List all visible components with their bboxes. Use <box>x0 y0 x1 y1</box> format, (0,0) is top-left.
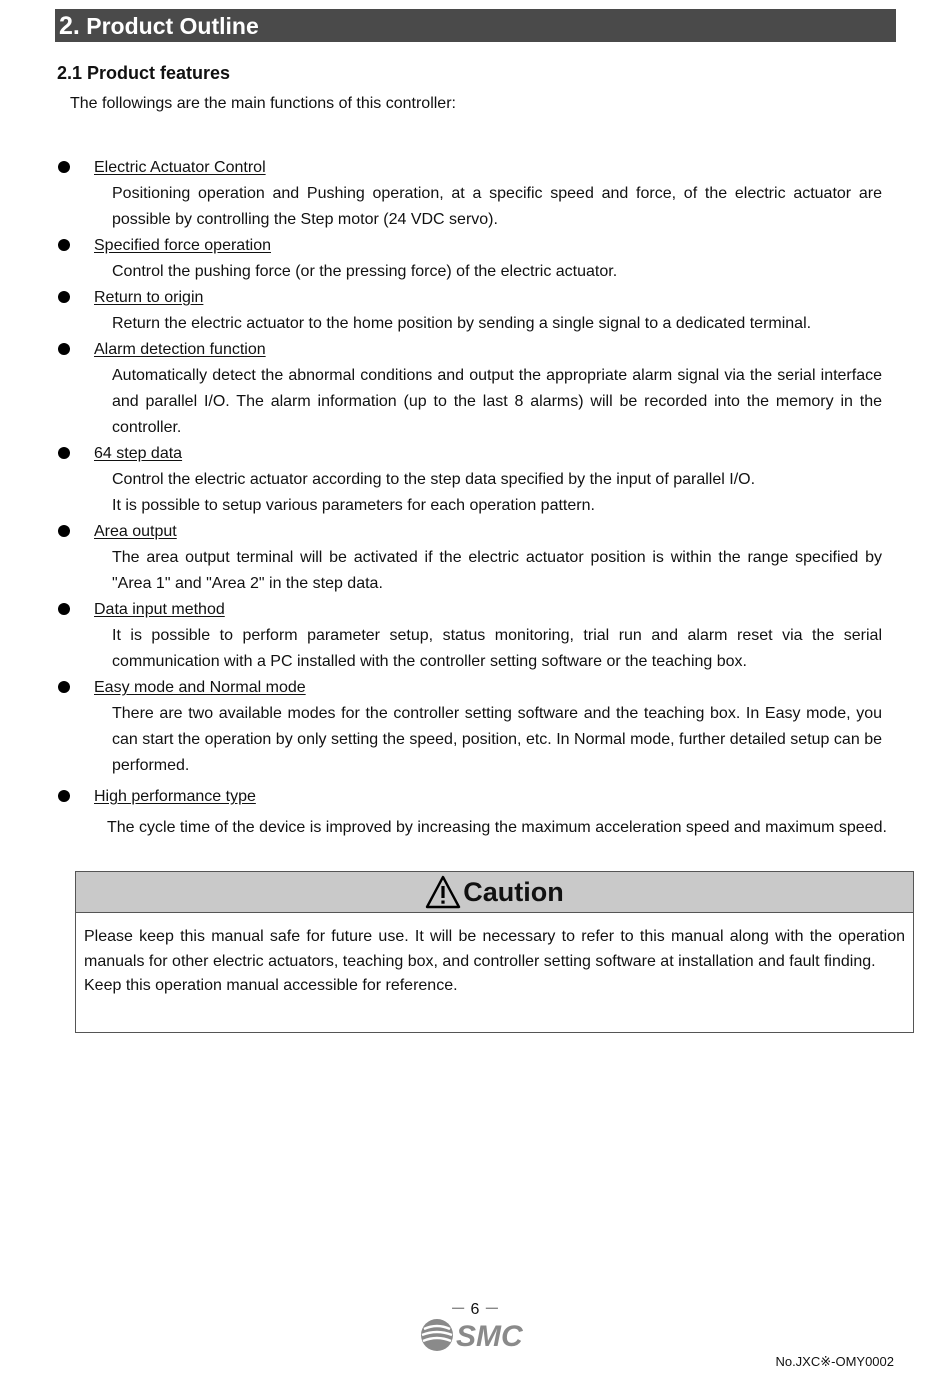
caution-body <box>76 913 913 999</box>
feature-title: 64 step data <box>94 445 183 462</box>
caution-box <box>75 871 914 1033</box>
bullet-icon <box>58 790 70 802</box>
logo-text: SMC <box>456 1320 523 1353</box>
feature-item <box>55 597 895 675</box>
feature-title: Specified force operation <box>94 237 271 254</box>
caution-header <box>76 872 913 913</box>
feature-description: Automatically detect the abnormal conditions and output the appropriate alarm signal via the serial interface and parallel I/O. The alarm information (up to the last 8 alarms) will be recorded into the memory in the controller. <box>112 367 882 436</box>
feature-title: Data input method <box>94 601 225 618</box>
feature-item <box>55 155 895 233</box>
bullet-icon <box>58 525 70 537</box>
feature-description: Control the pushing force (or the pressing force) of the electric actuator. <box>112 263 618 280</box>
bullet-icon <box>58 343 70 355</box>
feature-description: The cycle time of the device is improved by increasing the maximum acceleration speed and maximum speed. <box>107 819 887 836</box>
subsection-title: 2.1 Product features <box>57 63 231 83</box>
feature-title: Area output <box>94 523 177 540</box>
section-header <box>55 9 896 42</box>
caution-paragraph: Keep this operation manual accessible for reference. <box>84 977 458 994</box>
feature-description: Return the electric actuator to the home position by sending a single signal to a dedicated terminal. <box>112 315 812 332</box>
bullet-icon <box>58 447 70 459</box>
feature-title: Electric Actuator Control <box>94 159 266 176</box>
bullet-icon <box>58 681 70 693</box>
smc-logo <box>419 1317 531 1353</box>
feature-list <box>55 155 895 843</box>
feature-item <box>55 441 895 519</box>
feature-item <box>55 285 895 337</box>
page-number: － 6 － <box>450 1301 500 1318</box>
feature-item <box>55 784 895 843</box>
feature-title: Return to origin <box>94 289 204 306</box>
feature-description: Control the electric actuator according to the step data specified by the input of parallel I/O. <box>112 471 756 488</box>
feature-description: The area output terminal will be activated if the electric actuator position is within the range specified by "Area 1" and "Area 2" in the step data. <box>112 549 882 592</box>
bullet-icon <box>58 603 70 615</box>
section-number: 2. <box>59 12 80 40</box>
feature-description: It is possible to perform parameter setup, status monitoring, trial run and alarm reset via the serial communication with a PC installed with the controller setting software or the teaching box. <box>112 627 882 670</box>
caution-paragraph: Please keep this manual safe for future use. It will be necessary to refer to this manual along with the operation manuals for other electric actuators, teaching box, and controller setting software at installation and fault finding. <box>84 928 905 970</box>
feature-description: Positioning operation and Pushing operation, at a specific speed and force, of the electric actuator are possible by controlling the Step motor (24 VDC servo). <box>112 185 882 228</box>
feature-description: There are two available modes for the controller setting software and the teaching box. In Easy mode, you can start the operation by only setting the speed, position, etc. In Normal mode, further detailed setup can be performed. <box>112 705 882 774</box>
section-title: Product Outline <box>86 13 259 39</box>
feature-description-extra: It is possible to setup various parameters for each operation pattern. <box>112 497 595 514</box>
bullet-icon <box>58 239 70 251</box>
feature-title: Alarm detection function <box>94 341 266 358</box>
bullet-icon <box>58 161 70 173</box>
feature-item <box>55 337 895 441</box>
document-number: No.JXC※-OMY0002 <box>775 1354 894 1369</box>
bullet-icon <box>58 291 70 303</box>
caution-title: Caution <box>463 876 564 907</box>
intro-text: The followings are the main functions of this controller: <box>70 95 456 112</box>
feature-title: High performance type <box>94 788 256 805</box>
warning-triangle-icon <box>425 875 461 909</box>
feature-title: Easy mode and Normal mode <box>94 679 306 696</box>
feature-item <box>55 519 895 597</box>
feature-item <box>55 233 895 285</box>
feature-item <box>55 675 895 779</box>
